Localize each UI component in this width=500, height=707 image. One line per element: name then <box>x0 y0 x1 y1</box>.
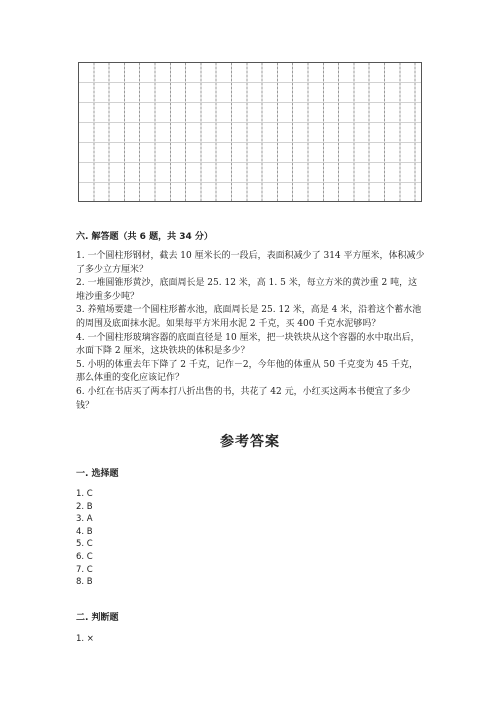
choice-answer: 8. B <box>76 577 93 588</box>
choice-answer: 6. C <box>76 551 93 562</box>
choice-answer: 4. B <box>76 526 93 537</box>
judge-answer: 1. × <box>76 634 94 644</box>
problem-1: 1. 一个圆柱形钢材，截去 10 厘米长的一段后，表面积减少了 314 平方厘米，体积减少了多少立方厘米？ <box>76 251 425 275</box>
choice-answer: 7. C <box>76 564 93 575</box>
problem-4: 4. 一个圆柱形玻璃容器的底面直径是 10 厘米，把一块铁块从这个容器的水中取出后，水面下降 2 厘米，这块铁块的体积是多少？ <box>76 332 420 357</box>
section-title-solve: 六. 解答题（共 6 题，共 34 分） <box>76 232 213 242</box>
section-title-choice: 一. 选择题 <box>76 469 119 479</box>
choice-answer: 2. B <box>76 501 93 512</box>
choice-answer: 5. C <box>76 539 93 550</box>
choice-answer: 3. A <box>76 514 93 525</box>
choice-answers <box>76 488 93 589</box>
problem-3: 3. 养殖场要建一个圆柱形蓄水池，底面周长是 25. 12 米，高是 4 米，沿着这个蓄水池的周围及底面抹水泥。如果每平方米用水泥 2 千克，买 400 千克水泥够吗？ <box>76 305 422 329</box>
answer-grid <box>78 62 422 202</box>
section-title-judge: 二. 判断题 <box>76 613 119 623</box>
problem-2: 2. 一堆圆锥形黄沙，底面周长是 25. 12 米，高 1. 5 米，每立方米的黄沙重 2 吨，这堆沙重多少吨？ <box>76 278 418 302</box>
choice-answer: 1. C <box>76 489 93 499</box>
problem-5: 5. 小明的体重去年下降了 2 千克，记作－2，今年他的体重从 50 千克变为 45 千克，那么体重的变化应该记作？ <box>76 359 418 384</box>
answer-key-title: 参考答案 <box>220 434 280 450</box>
problem-list <box>76 250 426 413</box>
problem-6: 6. 小红在书店买了两本打八折出售的书，共花了 42 元，小红买这两本书便宜了多少钱？ <box>76 386 411 411</box>
